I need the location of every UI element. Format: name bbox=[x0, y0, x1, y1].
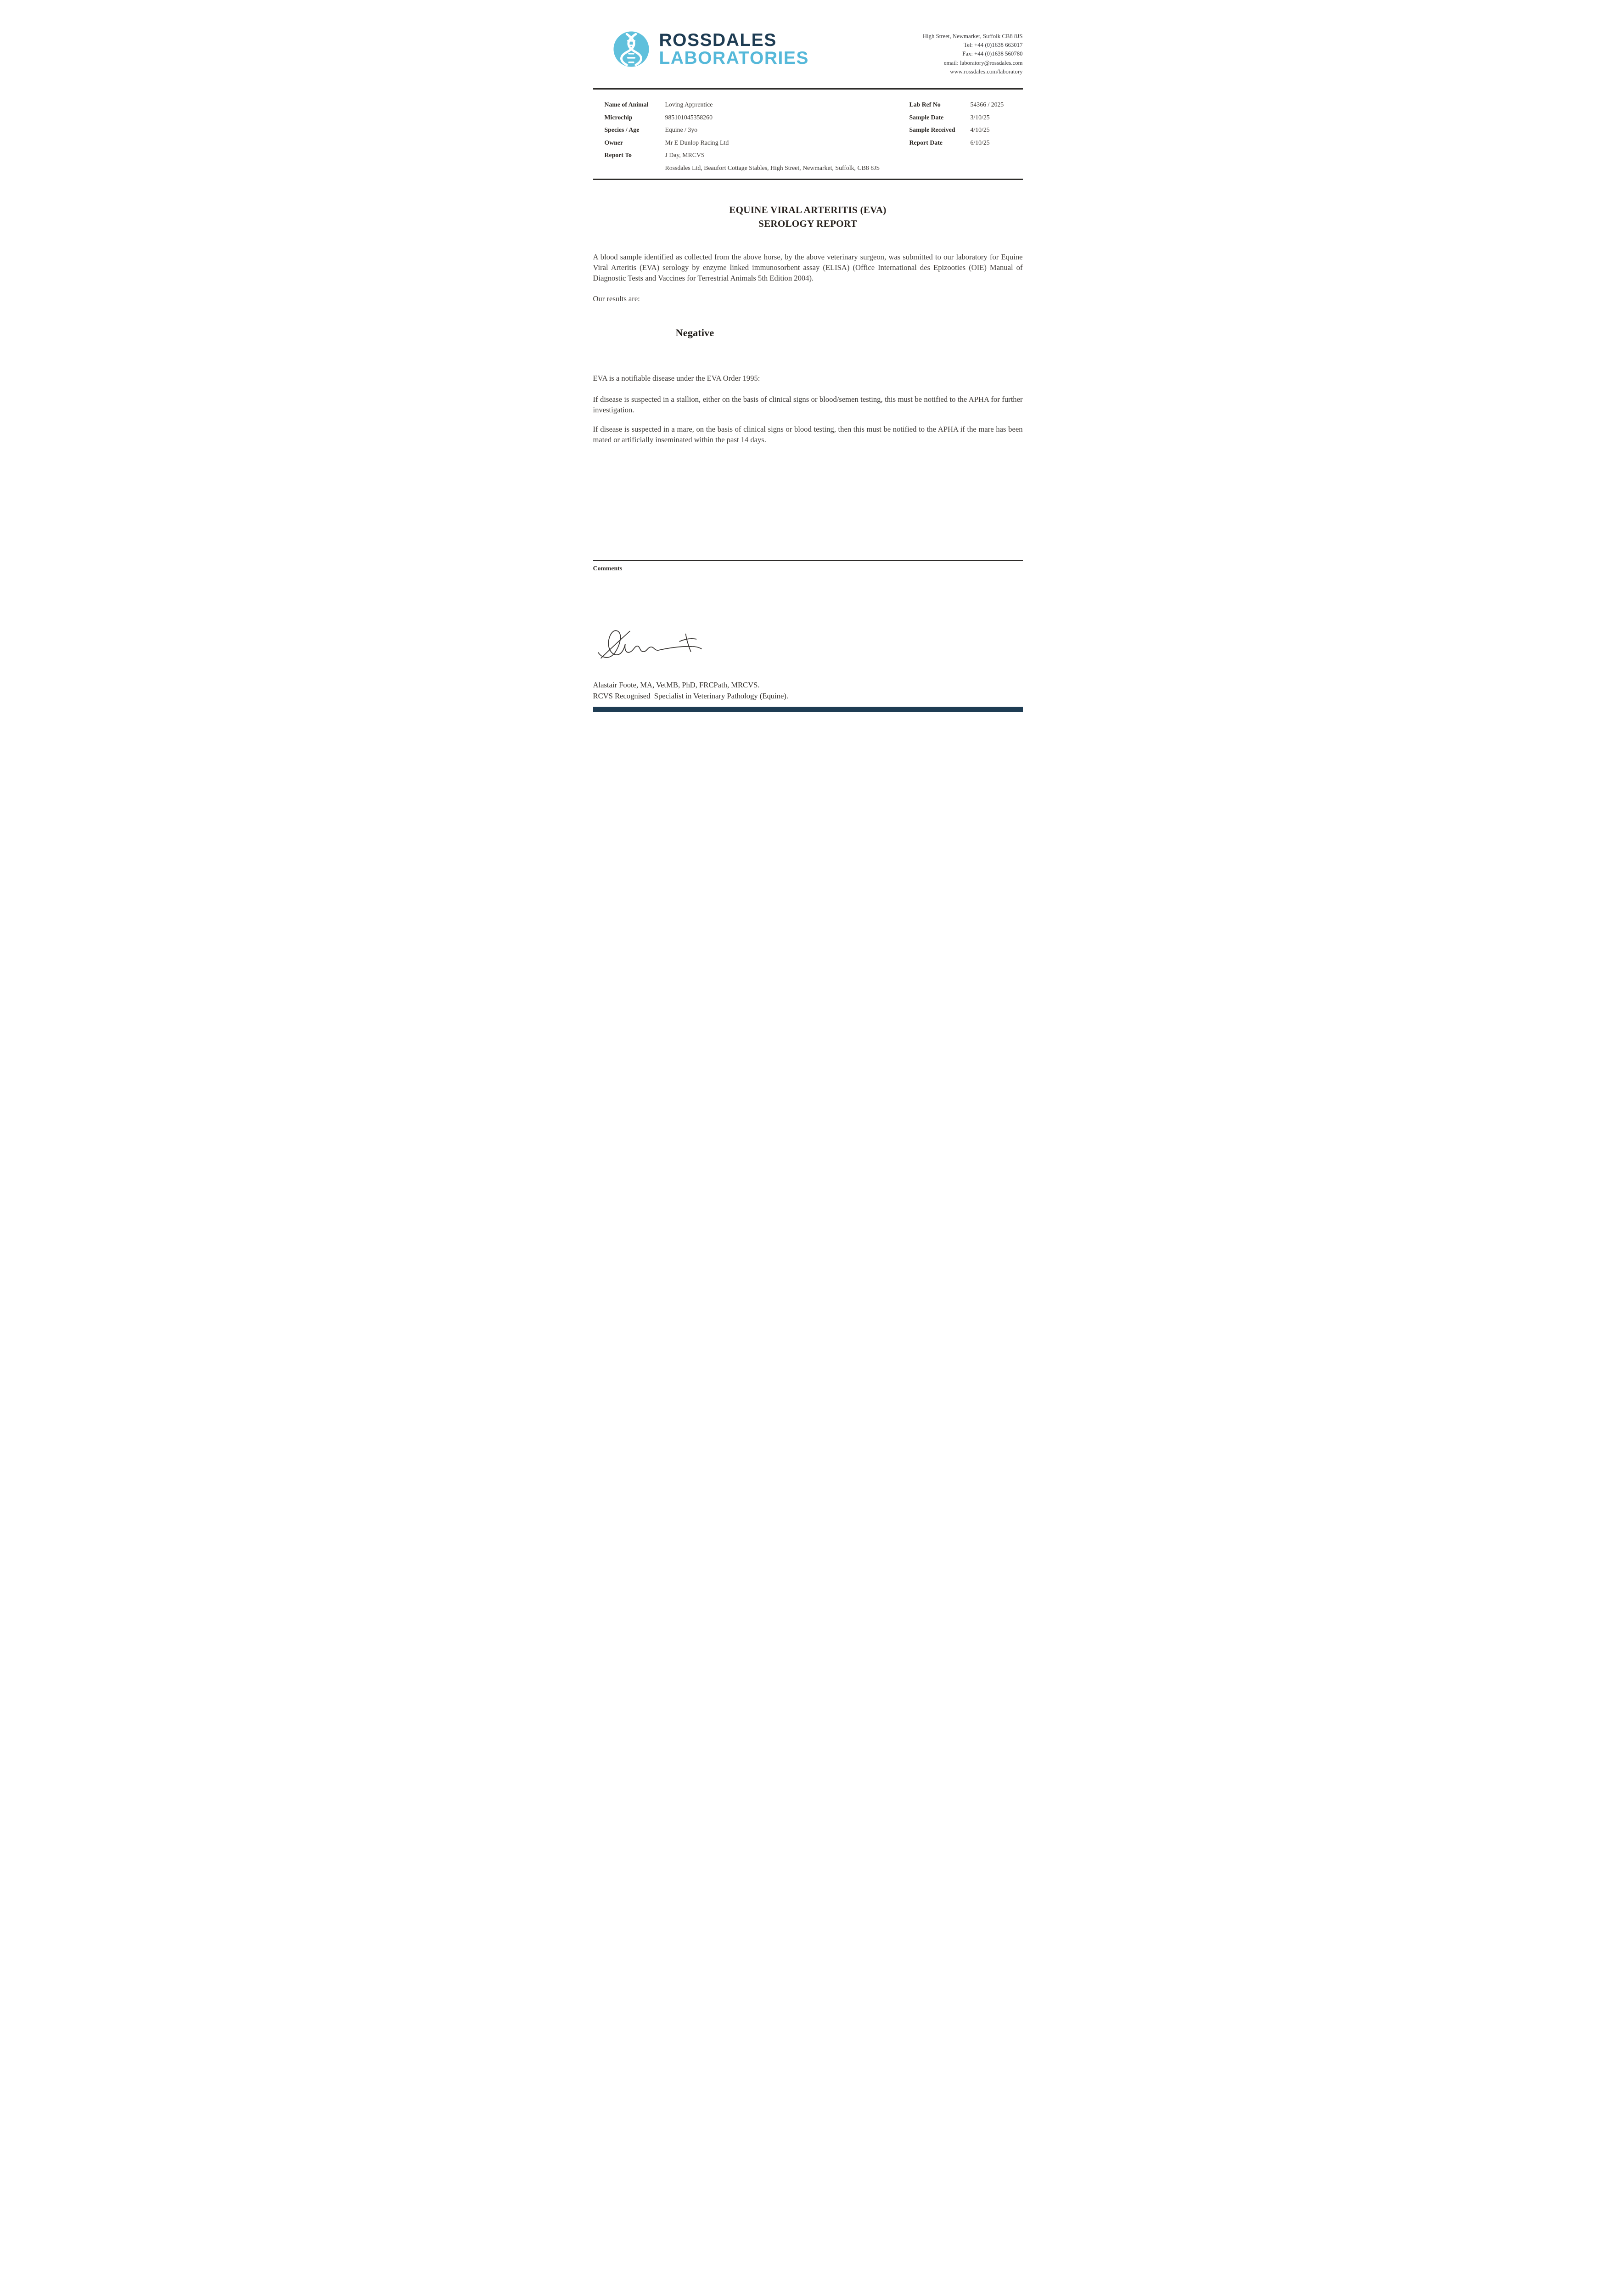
divider-top bbox=[593, 88, 1023, 90]
address-line-website: www.rossdales.com/laboratory bbox=[950, 68, 1023, 75]
info-value-sample-date: 3/10/25 bbox=[970, 113, 990, 121]
lab-report-page bbox=[559, 0, 1064, 715]
report-title-line2: SEROLOGY REPORT bbox=[758, 218, 857, 230]
handwritten-signature-icon bbox=[595, 624, 704, 674]
report-title-line1: EQUINE VIRAL ARTERITIS (EVA) bbox=[729, 204, 887, 215]
info-value-report-to: J Day, MRCVS bbox=[665, 152, 705, 159]
lab-address-block bbox=[923, 32, 1023, 76]
info-value-species-age: Equine / 3yo bbox=[665, 126, 698, 134]
info-value-lab-ref-no: 54366 / 2025 bbox=[970, 101, 1004, 108]
dna-helix-icon bbox=[612, 30, 650, 68]
result-value: Negative bbox=[675, 327, 714, 338]
comments-label: Comments bbox=[593, 565, 623, 572]
brand-name bbox=[659, 31, 809, 67]
stallion-paragraph: If disease is suspected in a stallion, either on the basis of clinical signs or blood/semen testing, this must be notified to the APHA for further investigation. bbox=[593, 395, 1023, 415]
animal-info-section bbox=[593, 101, 1023, 179]
signatory-name: Alastair Foote, MA, VetMB, PhD, FRCPath, MRCVS. bbox=[593, 681, 760, 689]
brand-line-laboratories: LABORATORIES bbox=[659, 48, 809, 68]
brand-line-rossdales: ROSSDALES bbox=[659, 30, 777, 50]
info-value-microchip: 985101045358260 bbox=[665, 113, 713, 121]
info-value-name-of-animal: Loving Apprentice bbox=[665, 101, 713, 108]
info-value-sample-received: 4/10/25 bbox=[970, 126, 990, 134]
info-label-name-of-animal: Name of Animal bbox=[604, 101, 649, 108]
footer-bar bbox=[593, 707, 1023, 712]
report-header bbox=[593, 30, 1023, 76]
address-line-street: High Street, Newmarket, Suffolk CB8 8JS bbox=[922, 33, 1023, 39]
address-line-email: email: laboratory@rossdales.com bbox=[943, 59, 1023, 66]
info-label-lab-ref-no: Lab Ref No bbox=[909, 101, 941, 108]
info-value-owner: Mr E Dunlop Racing Ltd bbox=[665, 139, 729, 146]
info-label-species-age: Species / Age bbox=[604, 126, 640, 134]
report-title bbox=[593, 203, 1023, 231]
info-label-sample-date: Sample Date bbox=[909, 113, 944, 121]
intro-paragraph: A blood sample identified as collected from the above horse, by the above veterinary surgeon, was submitted to our laboratory for Equine Viral Arteritis (EVA) serology by enzyme linked immunosorbent assay (ELISA) (Office International des Epizooties (OIE) Manual of Diagnostic Tests and Vaccines for Terrestrial Animals 5th Edition 2004). bbox=[593, 253, 1023, 283]
animal-info-right bbox=[909, 101, 1024, 152]
signatory-title: RCVS Recognised Specialist in Veterinary Pathology (Equine). bbox=[593, 692, 789, 700]
info-label-report-date: Report Date bbox=[909, 139, 943, 146]
info-value-report-date: 6/10/25 bbox=[970, 139, 990, 146]
brand-block bbox=[612, 30, 809, 68]
address-line-fax: Fax: +44 (0)1638 560780 bbox=[962, 51, 1023, 57]
address-line-tel: Tel: +44 (0)1638 663017 bbox=[964, 42, 1023, 49]
info-label-sample-received: Sample Received bbox=[909, 126, 955, 134]
info-label-report-to: Report To bbox=[604, 152, 632, 159]
comments-section bbox=[593, 560, 1023, 579]
mare-paragraph: If disease is suspected in a mare, on the basis of clinical signs or blood testing, then this must be notified to the APHA if the mare has been mated or artificially inseminated within the past 14 days. bbox=[593, 425, 1023, 445]
info-label-owner: Owner bbox=[604, 139, 623, 146]
results-intro: Our results are: bbox=[593, 294, 640, 303]
info-label-microchip: Microchip bbox=[604, 113, 633, 121]
divider-info-bottom bbox=[593, 179, 1023, 180]
notifiable-disease-line: EVA is a notifiable disease under the EVA Order 1995: bbox=[593, 374, 760, 383]
signature-image bbox=[595, 624, 704, 674]
info-value-report-to-address: Rossdales Ltd, Beaufort Cottage Stables, High Street, Newmarket, Suffolk, CB8 8JS bbox=[665, 164, 880, 171]
